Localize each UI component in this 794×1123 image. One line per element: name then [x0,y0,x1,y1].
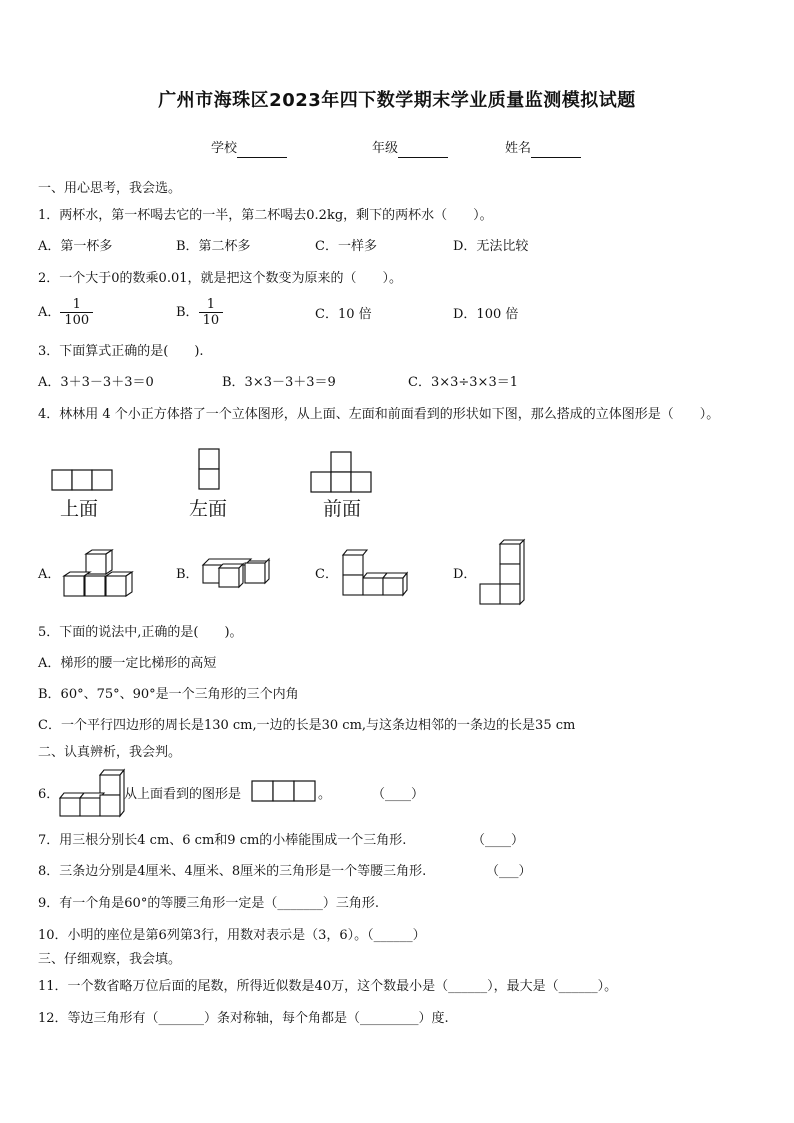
grade-label: 年级 [372,141,399,156]
page-title: 广州市海珠区2023年四下数学期末学业质量监测模拟试题 [158,90,636,111]
q6-solid-figure [60,770,126,818]
school-field[interactable] [211,140,287,158]
q8-answer-bracket[interactable]: （___） [486,864,532,879]
q1-option-d[interactable]: D．无法比较 [453,239,529,254]
q4-option-a-label[interactable]: A． [38,567,61,582]
q3-option-a[interactable]: A．3＋3－3＋3＝0 [38,375,154,390]
q1-option-b[interactable]: B．第二杯多 [176,239,251,254]
q4-option-c-label[interactable]: C． [315,567,338,582]
q9-text[interactable]: 9．有一个角是60°的等腰三角形一定是（_______）三角形. [38,896,379,911]
q6-answer-bracket[interactable]: （____） [372,787,425,802]
grade-field[interactable] [372,140,448,158]
q3-option-b[interactable]: B．3×3－3＋3＝9 [222,375,336,390]
top-view-figure [52,470,112,492]
q4-option-d-figure[interactable] [480,540,528,606]
section-3-heading: 三、仔细观察，我会填。 [38,952,182,967]
front-view-figure [311,452,373,494]
q2-option-b-label: B． [176,305,199,320]
section-2-heading: 二、认真辨析，我会判。 [38,745,182,760]
left-view-label: 左面 [189,498,228,520]
q1-option-a[interactable]: A．第一杯多 [38,239,113,254]
q11-text[interactable]: 11．一个数省略万位后面的尾数，所得近似数是40万，这个数最小是（______），最大是（______）。 [38,979,618,994]
q2-option-a[interactable] [38,296,93,330]
q2-option-d[interactable]: D．100 倍 [453,307,519,322]
q1-stem: 1．两杯水，第一杯喝去它的一半，第二杯喝去0.2kg，剩下的两杯水（ ）。 [38,208,493,223]
q3-option-c[interactable]: C．3×3÷3×3＝1 [408,375,518,390]
fraction-denominator: 10 [202,313,220,328]
q5-option-a[interactable]: A．梯形的腰一定比梯形的高短 [38,656,217,671]
q2-option-c[interactable]: C．10 倍 [315,307,372,322]
q4-option-b-figure[interactable] [203,558,273,590]
q3-stem: 3．下面算式正确的是( ). [38,344,204,359]
q5-option-c[interactable]: C．一个平行四边形的周长是130 cm,一边的长是30 cm,与这条边相邻的一条边的长是35 cm [38,718,576,733]
school-blank[interactable] [237,143,287,158]
q2-stem: 2．一个大于0的数乘0.01，就是把这个数变为原来的（ ）。 [38,271,402,286]
fraction-denominator: 100 [64,313,90,328]
grade-blank[interactable] [398,143,448,158]
name-label: 姓名 [505,141,532,156]
q4-option-a-figure[interactable] [64,550,134,598]
q4-option-d-label[interactable]: D． [453,567,477,582]
q12-text[interactable]: 12．等边三角形有（_______）条对称轴，每个角都是（_________）度. [38,1011,449,1026]
q6-top-view-figure [252,781,318,803]
q5-option-b[interactable]: B．60°、75°、90°是一个三角形的三个内角 [38,687,299,702]
q4-stem: 4．林林用 4 个小正方体搭了一个立体图形，从上面、左面和前面看到的形状如下图，那么搭成的立体图形是（ ）。 [38,407,720,422]
q6-end: 。 [318,787,332,802]
top-view-label: 上面 [60,498,99,520]
fraction-numerator: 1 [199,297,224,313]
q4-option-c-figure[interactable] [343,550,409,598]
q4-option-b-label[interactable]: B． [176,567,199,582]
section-1-heading: 一、用心思考，我会选。 [38,181,182,196]
q7-text: 7．用三根分别长4 cm、6 cm和9 cm的小棒能围成一个三角形. [38,833,407,848]
q1-option-c[interactable]: C．一样多 [315,239,377,254]
q6-text: 从上面看到的图形是 [124,787,242,802]
fraction-numerator: 1 [60,297,93,313]
q5-stem: 5．下面的说法中,正确的是( )。 [38,625,243,640]
q10-text[interactable]: 10．小明的座位是第6列第3行，用数对表示是（3，6）。（______） [38,928,426,943]
school-label: 学校 [211,141,238,156]
name-blank[interactable] [531,143,581,158]
front-view-label: 前面 [323,498,362,520]
q2-option-a-fraction [60,297,93,328]
q7-answer-bracket[interactable]: （____） [472,833,525,848]
q6-number: 6． [38,787,60,802]
q2-option-b-fraction [199,297,224,328]
name-field[interactable] [505,140,581,158]
q2-option-b[interactable] [176,296,223,330]
q2-option-a-label: A． [38,305,61,320]
q8-text: 8．三条边分别是4厘米、4厘米、8厘米的三角形是一个等腰三角形. [38,864,427,879]
left-view-figure [199,449,221,491]
